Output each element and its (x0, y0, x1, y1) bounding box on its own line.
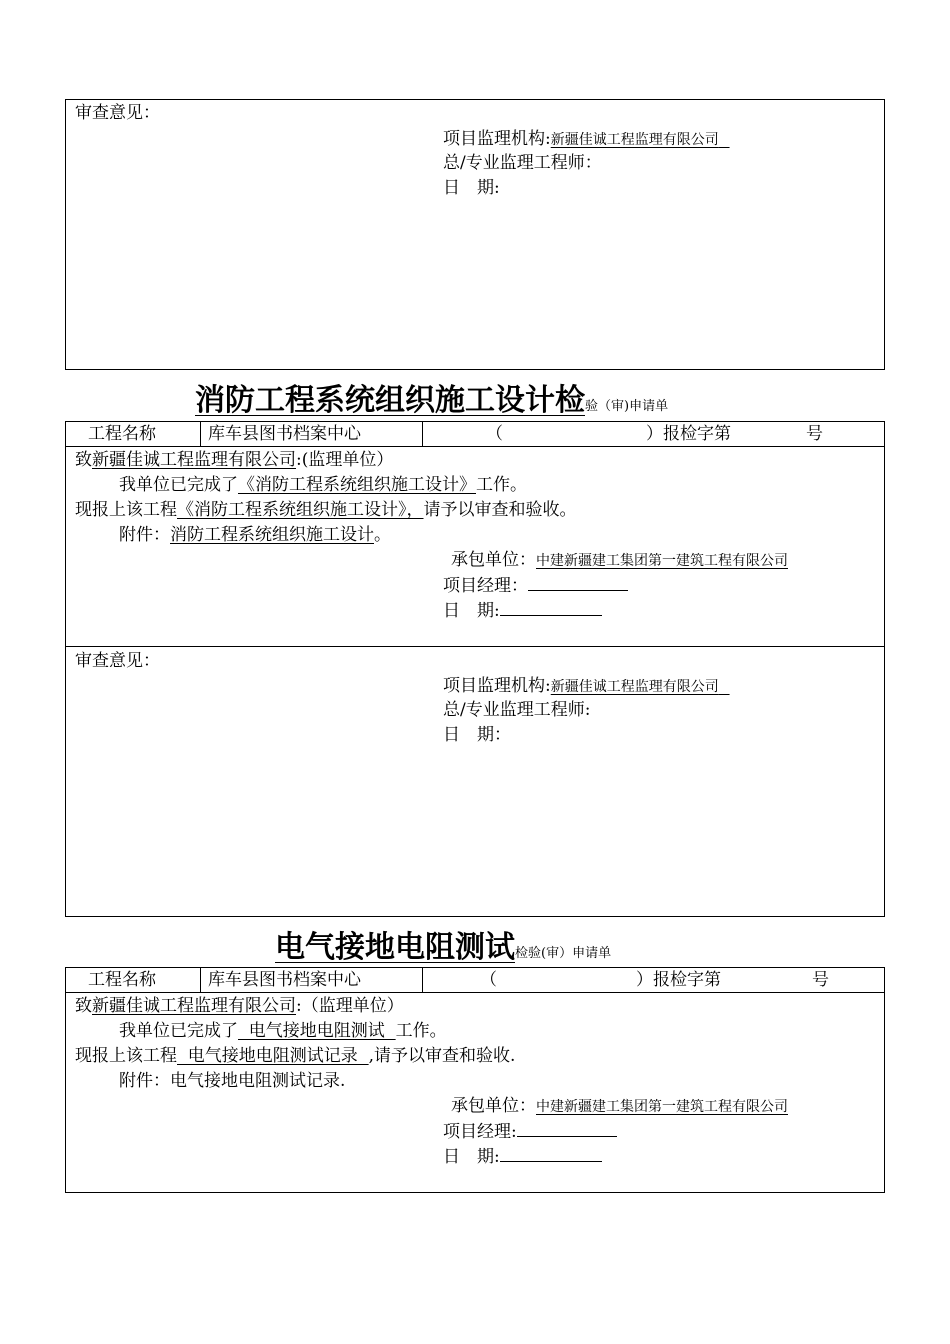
submitted-item: 电气接地电阻测试记录 (177, 1046, 369, 1066)
project-manager-label: 项目经理: (443, 1122, 517, 1142)
text: 工作。 (476, 475, 527, 495)
project-manager-label: 项目经理： (443, 576, 528, 596)
completed-work-line (119, 474, 527, 496)
project-name-label: 工程名称 (88, 424, 156, 444)
text: 现报上该工程 (75, 1046, 177, 1066)
date-label: 日 期: (443, 1147, 500, 1167)
date-line (443, 599, 602, 622)
text: 请予以审查和验收。 (423, 500, 577, 520)
text: ,请予以审查和验收. (368, 1046, 516, 1066)
project-name-value: 库车县图书档案中心 (208, 970, 361, 990)
form-title-suffix: 检验(审）申请单 (515, 946, 612, 961)
attachment-line: 附件：电气接地电阻测试记录. (119, 1071, 346, 1091)
paren-open: （ (486, 424, 503, 444)
addressee-line (75, 995, 404, 1017)
attachment-line (119, 524, 391, 546)
project-header-row (65, 421, 885, 447)
date-blank (500, 1145, 602, 1162)
supervision-org-label: 项目监理机构: (443, 676, 551, 696)
text: 现报上该工程 (75, 500, 177, 520)
contractor-value: 中建新疆建工集团第一建筑工程有限公司 (536, 553, 788, 569)
text: 。 (374, 525, 391, 545)
date-label: 日 期: (443, 601, 500, 621)
number-suffix: 号 (806, 424, 823, 444)
contractor-value: 中建新疆建工集团第一建筑工程有限公司 (536, 1099, 788, 1115)
supervision-org-line (443, 128, 730, 151)
date-label: 日 期: (443, 178, 500, 198)
date-label: 日 期： (443, 725, 511, 745)
project-manager-line (443, 1120, 617, 1143)
form-title-main: 电气接地电阻测试 (275, 930, 515, 965)
addressee-org: 新疆佳诚工程监理有限公司 (92, 996, 296, 1016)
submit-line (75, 1045, 515, 1067)
contractor-label: 承包单位： (451, 550, 536, 570)
supervision-org-value: 新疆佳诚工程监理有限公司 (550, 679, 719, 695)
addressee-suffix: :（监理单位） (296, 996, 404, 1016)
project-manager-blank (517, 1120, 617, 1137)
work-name: 《消防工程系统组织施工设计》 (238, 475, 476, 495)
inspection-no-label: ）报检字第 (636, 970, 721, 990)
divider (422, 968, 423, 992)
addressee-line (75, 449, 393, 471)
project-header-row (65, 967, 885, 993)
addressee-suffix: :(监理单位） (296, 450, 394, 470)
text: 工作。 (395, 1021, 447, 1041)
number-suffix: 号 (812, 970, 829, 990)
supervision-org-line (443, 675, 730, 698)
submit-line (75, 499, 577, 521)
paren-open: （ (480, 970, 497, 990)
addressee-org: 新疆佳诚工程监理有限公司 (92, 450, 296, 470)
text: 我单位已完成了 (119, 475, 238, 495)
contractor-label: 承包单位： (451, 1096, 536, 1116)
text: 我单位已完成了 (119, 1021, 238, 1041)
to-prefix: 致 (75, 450, 92, 470)
divider (200, 968, 201, 992)
supervision-org-label: 项目监理机构: (443, 129, 551, 149)
project-name-value: 库车县图书档案中心 (208, 424, 361, 444)
contractor-line (451, 549, 788, 572)
form-title-main: 消防工程系统组织施工设计检 (195, 383, 585, 418)
project-manager-blank (528, 574, 628, 591)
attachment-value: 消防工程系统组织施工设计 (170, 525, 374, 545)
attachment-label: 附件： (119, 525, 170, 545)
divider (422, 422, 423, 446)
submitted-item: 《消防工程系统组织施工设计》， (177, 500, 424, 520)
divider (200, 422, 201, 446)
to-prefix: 致 (75, 996, 92, 1016)
review-label: 审查意见： (75, 103, 160, 123)
supervision-org-value: 新疆佳诚工程监理有限公司 (550, 132, 719, 148)
inspection-no-label: ）报检字第 (646, 424, 731, 444)
review-label: 审查意见： (75, 651, 160, 671)
chief-engineer-label: 总/专业监理工程师： (443, 153, 602, 173)
chief-engineer-label: 总/专业监理工程师: (443, 700, 591, 720)
form-title-grounding (275, 922, 611, 966)
date-blank (500, 599, 602, 616)
project-name-label: 工程名称 (88, 970, 156, 990)
project-manager-line (443, 574, 628, 597)
completed-work-line (119, 1020, 447, 1042)
form-title-suffix: 验（审)申请单 (585, 399, 669, 414)
work-name: 电气接地电阻测试 (238, 1021, 396, 1041)
contractor-line (451, 1095, 788, 1118)
date-line (443, 1145, 602, 1168)
form-title-fire (195, 375, 668, 419)
